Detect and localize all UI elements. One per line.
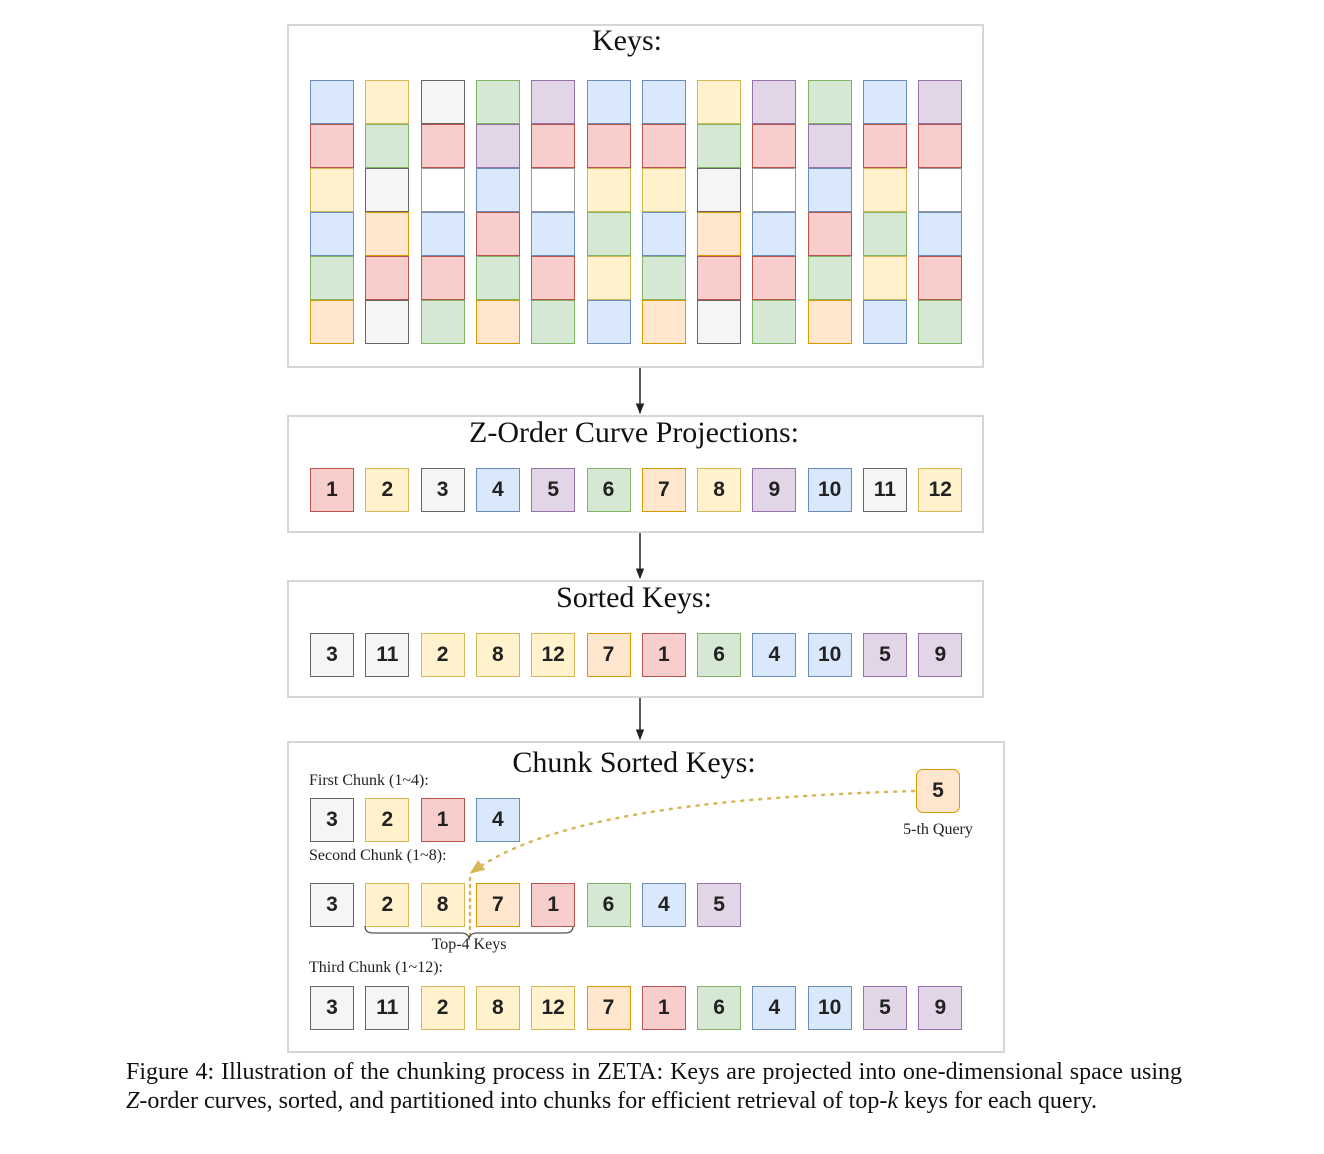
query-caption: 5-th Query bbox=[903, 821, 973, 838]
key-box: 11 bbox=[365, 633, 409, 677]
keys-panel-title: Keys: bbox=[592, 24, 662, 57]
key-box: 4 bbox=[476, 468, 520, 512]
caption-middle: -order curves, sorted, and partitioned into chunks for efficient retrieval of top- bbox=[139, 1088, 888, 1114]
key-box: 5 bbox=[863, 633, 907, 677]
key-box: 1 bbox=[421, 798, 465, 842]
key-box: 8 bbox=[697, 468, 741, 512]
key-box: 9 bbox=[918, 633, 962, 677]
key-box: 6 bbox=[587, 468, 631, 512]
key-box: 2 bbox=[365, 468, 409, 512]
key-box: 12 bbox=[531, 986, 575, 1030]
key-box: 6 bbox=[587, 883, 631, 927]
key-box: 5 bbox=[863, 986, 907, 1030]
key-box: 7 bbox=[587, 986, 631, 1030]
key-box: 8 bbox=[476, 633, 520, 677]
key-box: 7 bbox=[642, 468, 686, 512]
key-box: 11 bbox=[863, 468, 907, 512]
key-box: 10 bbox=[808, 986, 852, 1030]
sorted-panel-title: Sorted Keys: bbox=[556, 581, 712, 614]
chunk-label-second: Second Chunk (1~8): bbox=[309, 847, 447, 864]
topk-label: Top-4 Keys bbox=[431, 936, 507, 953]
key-box: 1 bbox=[531, 883, 575, 927]
key-box: 6 bbox=[697, 633, 741, 677]
key-box: 7 bbox=[476, 883, 520, 927]
key-box: 4 bbox=[642, 883, 686, 927]
key-box: 4 bbox=[752, 633, 796, 677]
key-box: 5 bbox=[531, 468, 575, 512]
key-box: 2 bbox=[365, 883, 409, 927]
key-box: 3 bbox=[421, 468, 465, 512]
query-dotted-curve bbox=[472, 791, 914, 872]
caption-prefix: Figure 4: Illustration of the chunking process in ZETA: Keys are projected into one-dimensional space using bbox=[126, 1059, 1182, 1085]
caption-suffix: keys for each query. bbox=[897, 1088, 1098, 1114]
projections-panel-title: Z-Order Curve Projections: bbox=[469, 416, 799, 449]
query-key: 5 bbox=[916, 769, 960, 813]
key-box: 4 bbox=[476, 798, 520, 842]
key-box: 1 bbox=[642, 986, 686, 1030]
key-box: 11 bbox=[365, 986, 409, 1030]
key-box: 10 bbox=[808, 633, 852, 677]
key-box: 8 bbox=[476, 986, 520, 1030]
key-box: 4 bbox=[752, 986, 796, 1030]
key-box: 9 bbox=[918, 986, 962, 1030]
chunk-panel-title: Chunk Sorted Keys: bbox=[512, 746, 756, 779]
key-box: 1 bbox=[642, 633, 686, 677]
key-box: 3 bbox=[310, 883, 354, 927]
key-box: 1 bbox=[310, 468, 354, 512]
key-box: 2 bbox=[365, 798, 409, 842]
key-box: 12 bbox=[918, 468, 962, 512]
key-box: 5 bbox=[697, 883, 741, 927]
key-box: 3 bbox=[310, 798, 354, 842]
key-box: 6 bbox=[697, 986, 741, 1030]
key-box: 10 bbox=[808, 468, 852, 512]
key-box: 9 bbox=[752, 468, 796, 512]
caption-z-symbol: Z bbox=[126, 1088, 140, 1114]
key-box: 8 bbox=[421, 883, 465, 927]
caption-k-symbol: k bbox=[887, 1088, 898, 1114]
key-box: 3 bbox=[310, 633, 354, 677]
chunk-label-third: Third Chunk (1~12): bbox=[309, 959, 443, 976]
chunk-label-first: First Chunk (1~4): bbox=[309, 772, 429, 789]
figure-caption bbox=[126, 1058, 1182, 1116]
key-box: 2 bbox=[421, 986, 465, 1030]
key-box: 2 bbox=[421, 633, 465, 677]
key-box: 7 bbox=[587, 633, 631, 677]
key-box: 3 bbox=[310, 986, 354, 1030]
key-box: 12 bbox=[531, 633, 575, 677]
